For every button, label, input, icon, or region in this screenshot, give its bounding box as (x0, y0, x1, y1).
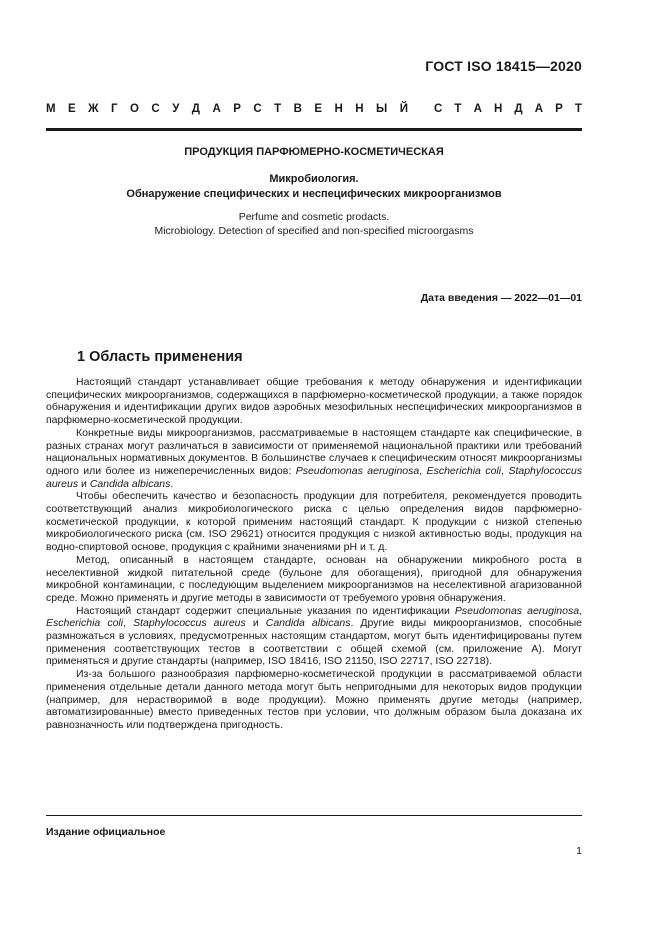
document-number: ГОСТ ISO 18415—2020 (425, 58, 582, 74)
banner-letter: С (151, 103, 160, 115)
edition-label: Издание официальное (46, 826, 166, 838)
banner-letter: Ы (376, 103, 388, 115)
english-title-line: Perfume and cosmetic prodacts. (238, 211, 390, 223)
banner-letter: Т (274, 103, 282, 115)
document-subtitle (46, 172, 582, 202)
banner-letter: Г (111, 103, 118, 115)
effective-date: Дата введения — 2022—01—01 (420, 292, 582, 304)
paragraph: Настоящий стандарт содержит специальные указания по идентификации Pseudomonas aeruginosa, Escherichia coli, Staphylococcus aureus и Candida albicans. Другие виды микроорганизмов, способные размножаться в условиях, предусмотренных настоящим стандартом, могут быть идентифицированы путем применения соответствующих тестов в соответствии с общей схемой (см. приложение А). Могут применяться и другие стандарты (например, ISO 18416, ISO 21150, ISO 22717, ISO 22718). (46, 604, 582, 668)
footer-divider (46, 815, 582, 816)
banner-letter: Н (493, 103, 503, 115)
banner-letter: С (253, 103, 262, 115)
banner-letter: Р (233, 103, 241, 115)
banner-letter: Т (454, 103, 462, 115)
banner-letter: У (172, 103, 180, 115)
banner-letter: С (434, 103, 443, 115)
paragraph: Конкретные виды микроорганизмов, рассматриваемые в настоящем стандарте как специфические, в разных странах могут различаться в зависимости от применяемой национальной практики или требований национальных нормативных документов. В большинстве случаев к специфическим относят микроорганизмы одного или более из нижеперечисленных видов: Pseudomonas aeruginosa, Escherichia coli, Staphylococcus aureus и Candida albicans. (46, 426, 582, 490)
paragraph: Настоящий стандарт устанавливает общие требования к методу обнаружения и идентификации специфических микроорганизмов, содержащихся в парфюмерно-косметической продукции, а также порядок обнаружения и идентификации других видов аэробных мезофильных неспецифических микроорганизмов в парфюмерно-косметической продукции. (46, 376, 582, 427)
header-divider (46, 128, 582, 131)
subtitle-line: Обнаружение специфических и неспецифических микроорганизмов (126, 188, 502, 200)
banner-letter: Д (514, 103, 523, 115)
english-title (46, 210, 582, 238)
organism-name: Pseudomonas aeruginosa (295, 464, 420, 477)
banner-word-standard (434, 103, 582, 115)
banner-letter: А (473, 103, 482, 115)
english-title-line: Microbiology. Detection of specified and non-specified microorgasms (154, 225, 474, 237)
page-number: 1 (576, 845, 582, 857)
banner-word-interstate (46, 103, 408, 115)
banner-letter: Т (574, 103, 582, 115)
paragraph: Чтобы обеспечить качество и безопасность продукции для потребителя, рекомендуется проводить соответствующий анализ микробиологического риска с целью определения видов парфюмерно-косметической продукции, к которой применим настоящий стандарт. К продукции с низкой степенью микробиологического риска (см. ISO 29621) относится продукция с низкой активностью воды, продукция на водно-спиртовой основе, продукция с крайними значениями pH и т. д. (46, 490, 582, 554)
organism-name: Candida albicans (265, 617, 351, 630)
organism-name: Staphylococcus aureus (46, 464, 582, 490)
organism-name: Staphylococcus aureus (133, 617, 246, 630)
banner-letter: Й (399, 103, 408, 115)
organism-name: Escherichia coli (426, 464, 502, 477)
banner-letter: Н (355, 103, 364, 115)
standard-type-banner (46, 100, 582, 118)
paragraph: Метод, описанный в настоящем стандарте, основан на обнаружении микробного роста в неселективной жидкой питательной среде (бульоне для обогащения), пригодной для обнаружения микробной контаминации, с последующим выделением микроорганизмов на неселективной агаризованной среде. Можно применять и другие методы в зависимости от требуемого уровня обнаружения. (46, 553, 582, 604)
banner-letter: Е (314, 103, 323, 115)
organism-name: Pseudomonas aeruginosa (454, 604, 580, 617)
subtitle-line: Микробиология. (269, 173, 359, 185)
section-heading: 1 Область применения (77, 349, 243, 365)
banner-letter: А (534, 103, 544, 115)
organism-name: Escherichia coli (46, 617, 124, 630)
banner-letter: Ж (88, 103, 99, 115)
banner-letter: О (130, 103, 139, 115)
section-body (46, 376, 582, 732)
banner-letter: Д (191, 103, 200, 115)
paragraph: Из-за большого разнообразия парфюмерно-косметической продукции в рассматриваемой области применения отдельные детали данного метода могут быть непригодными для некоторых видов продукции (например, для нерастворимой в воде продукции). Можно применять другие методы (например, автоматизированные) вместо приведенных тестов при условии, что должным образом была доказана их равнозначность или подтверждена пригодность. (46, 668, 582, 731)
banner-letter: А (212, 103, 221, 115)
banner-letter: В (293, 103, 302, 115)
organism-name: Candida albicans (89, 477, 171, 490)
document-title: ПРОДУКЦИЯ ПАРФЮМЕРНО-КОСМЕТИЧЕСКАЯ (184, 146, 444, 158)
banner-letter: Н (334, 103, 343, 115)
banner-letter: Е (68, 103, 76, 115)
banner-letter: М (46, 103, 56, 115)
banner-letter: Р (555, 103, 563, 115)
